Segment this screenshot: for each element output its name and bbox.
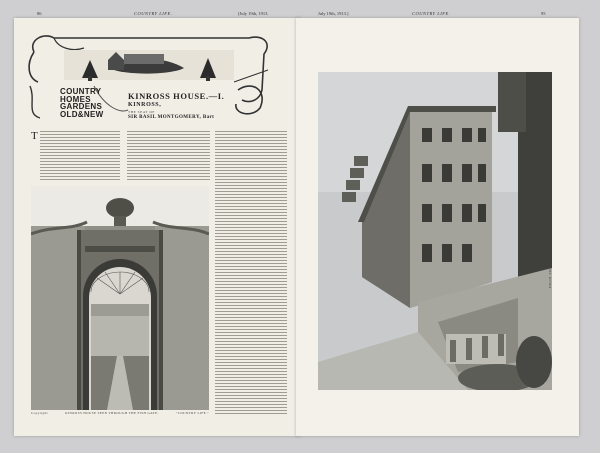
gate-caption: [31, 411, 209, 415]
house-caption-vertical: FROM THE SOUTH-WEST.: [548, 235, 552, 288]
right-date: July 19th, 1913.]: [318, 11, 349, 16]
text-column-2: [127, 131, 210, 182]
masthead-line-4: OLD&NEW: [60, 109, 104, 119]
article-title: KINROSS HOUSE.—I.: [128, 91, 225, 101]
drop-cap: T: [31, 130, 38, 142]
gate-caption-text: KINROSS HOUSE SEEN THROUGH THE FISH GATE.: [65, 411, 159, 415]
urn-icon: [106, 198, 134, 218]
right-running-title: COUNTRY LIFE.: [412, 11, 451, 16]
masthead-title: [60, 88, 103, 118]
article-subtitle: KINROSS,: [128, 102, 162, 108]
text-column-3: [215, 131, 287, 415]
fish-gate-photo: [31, 186, 209, 410]
left-running-title: COUNTRY LIFE.: [134, 11, 173, 16]
text-column-1: [40, 131, 120, 182]
masthead-line-3: GARDENS: [60, 102, 103, 112]
left-page-number: 86: [37, 11, 42, 16]
gate-caption-credit: "COUNTRY LIFE.": [176, 411, 209, 415]
kinross-house-photo: [318, 72, 552, 390]
right-page-number: 95: [541, 11, 546, 16]
article-seat-label: THE SEAT OF: [128, 110, 155, 114]
masthead-line-1: COUNTRY: [60, 87, 102, 96]
gate-caption-copyright: Copyright: [31, 411, 48, 415]
masthead-line-2: HOMES: [60, 94, 91, 104]
left-date: [July 19th, 1913.: [238, 11, 269, 16]
article-owner: SIR BASIL MONTGOMERY, Bart: [128, 115, 215, 120]
